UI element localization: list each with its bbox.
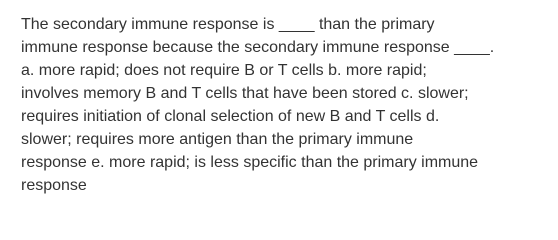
question-line: slower; requires more antigen than the primary immune: [21, 131, 414, 148]
question-line: a. more rapid; does not require B or T cells b. more rapid;: [21, 62, 427, 79]
question-line: requires initiation of clonal selection of new B and T cells d.: [21, 108, 440, 125]
question-line: response e. more rapid; is less specific than the primary immune: [21, 154, 479, 171]
question-line: The secondary immune response is ____ than the primary: [21, 16, 435, 33]
question-line: involves memory B and T cells that have been stored c. slower;: [21, 85, 469, 102]
question-text: [21, 13, 536, 197]
question-line: immune response because the secondary immune response ____.: [21, 39, 495, 56]
question-line: response: [21, 177, 87, 194]
